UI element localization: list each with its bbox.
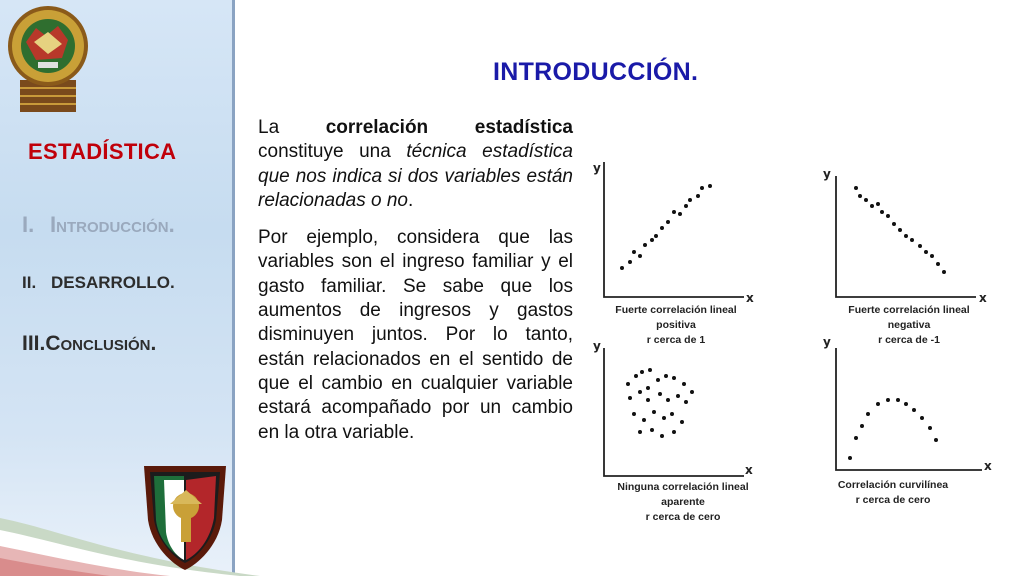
scatter-point-panel-3 xyxy=(650,428,654,432)
scatter-point-panel-2 xyxy=(892,222,896,226)
scatter-point-panel-2 xyxy=(876,202,880,206)
page-title: INTRODUCCIÓN. xyxy=(493,58,699,86)
scatter-point-panel-1 xyxy=(643,243,647,247)
scatter-point-panel-3 xyxy=(666,398,670,402)
panel-1-x-label: x xyxy=(746,291,754,305)
scatter-point-panel-1 xyxy=(660,226,664,230)
scatter-point-panel-3 xyxy=(672,430,676,434)
scatter-point-panel-2 xyxy=(864,198,868,202)
scatter-point-panel-3 xyxy=(682,382,686,386)
panel-3-x-label: x xyxy=(745,463,753,477)
scatter-point-panel-2 xyxy=(910,238,914,242)
scatter-point-panel-3 xyxy=(672,376,676,380)
scatter-point-panel-4 xyxy=(928,426,932,430)
scatter-point-panel-4 xyxy=(934,438,938,442)
scatter-point-panel-1 xyxy=(672,210,676,214)
scatter-point-panel-2 xyxy=(936,262,940,266)
scatter-point-panel-4 xyxy=(896,398,900,402)
scatter-point-panel-2 xyxy=(886,214,890,218)
scatter-point-panel-4 xyxy=(854,436,858,440)
caption-line: r cerca de cero xyxy=(855,494,931,506)
panel-4-axes xyxy=(836,348,982,470)
scatter-point-panel-1 xyxy=(638,254,642,258)
scatter-point-panel-3 xyxy=(670,412,674,416)
scatter-point-panel-2 xyxy=(854,186,858,190)
italic-text: técnica estadística que nos indica si dos variables están relacionadas o no xyxy=(258,141,573,211)
panel-3-y-label: y xyxy=(593,339,601,353)
panel-1-y-label: y xyxy=(593,161,601,175)
scatter-point-panel-2 xyxy=(880,210,884,214)
scatter-point-panel-2 xyxy=(930,254,934,258)
nav-item-number: II. xyxy=(22,273,37,292)
scatter-point-panel-3 xyxy=(638,430,642,434)
scatter-point-panel-2 xyxy=(898,228,902,232)
caption-line: r cerca de 1 xyxy=(646,334,706,346)
scatter-point-panel-4 xyxy=(920,416,924,420)
scatter-point-panel-3 xyxy=(626,382,630,386)
scatter-point-panel-3 xyxy=(642,418,646,422)
scatter-point-panel-2 xyxy=(942,270,946,274)
scatter-point-panel-2 xyxy=(870,204,874,208)
panel-3-caption xyxy=(596,480,770,525)
scatter-point-panel-3 xyxy=(640,370,644,374)
panel-4-x-label: x xyxy=(984,459,992,473)
caption-line: r cerca de -1 xyxy=(878,334,940,346)
panel-1-axes xyxy=(604,162,744,297)
scatter-point-panel-4 xyxy=(886,398,890,402)
panel-3-axes xyxy=(604,348,744,476)
scatter-point-panel-3 xyxy=(690,390,694,394)
caption-line: Fuerte correlación lineal negativa xyxy=(848,304,970,331)
caption-line: Ninguna correlación lineal aparente xyxy=(617,481,749,508)
panel-4-caption xyxy=(826,478,960,508)
panel-2-y-label: y xyxy=(823,167,831,181)
nav-item-label: Introducción. xyxy=(50,212,175,237)
caption-line: Fuerte correlación lineal positiva xyxy=(615,304,737,331)
text-run: . xyxy=(408,189,414,211)
scatter-point-panel-1 xyxy=(700,186,704,190)
scatter-point-panel-3 xyxy=(684,400,688,404)
scatter-point-panel-3 xyxy=(656,378,660,382)
scatter-point-panel-3 xyxy=(646,398,650,402)
scatter-point-panel-3 xyxy=(634,374,638,378)
scatter-point-panel-3 xyxy=(638,390,642,394)
scatter-point-panel-3 xyxy=(652,410,656,414)
panel-2-caption xyxy=(826,303,992,348)
scatter-point-panel-1 xyxy=(678,212,682,216)
subject-title: ESTADÍSTICA xyxy=(28,139,177,164)
scatter-point-panel-2 xyxy=(904,234,908,238)
nav-item-number: I. xyxy=(22,212,35,237)
scatter-point-panel-2 xyxy=(918,244,922,248)
scatter-point-panel-3 xyxy=(680,420,684,424)
panel-4-y-label: y xyxy=(823,335,831,349)
scatter-point-panel-3 xyxy=(628,396,632,400)
scatter-point-panel-2 xyxy=(924,250,928,254)
scatter-point-panel-1 xyxy=(666,220,670,224)
scatter-point-panel-3 xyxy=(676,394,680,398)
caption-line: Correlación curvilínea xyxy=(837,479,949,491)
scatter-point-panel-3 xyxy=(648,368,652,372)
scatter-point-panel-3 xyxy=(658,392,662,396)
scatter-point-panel-3 xyxy=(632,412,636,416)
scatter-point-panel-2 xyxy=(858,194,862,198)
panel-2-x-label: x xyxy=(979,291,987,305)
scatter-point-panel-1 xyxy=(620,266,624,270)
nav-item-number: III. xyxy=(22,332,46,355)
caption-line: r cerca de cero xyxy=(645,511,721,523)
nav-item-label: Conclusión. xyxy=(45,332,157,355)
scatter-point-panel-1 xyxy=(688,198,692,202)
nav-item-label: DESARROLLO. xyxy=(51,273,175,292)
scatter-point-panel-3 xyxy=(646,386,650,390)
scatter-point-panel-4 xyxy=(866,412,870,416)
scatter-point-panel-3 xyxy=(662,416,666,420)
scatter-point-panel-4 xyxy=(912,408,916,412)
scatter-point-panel-4 xyxy=(848,456,852,460)
scatter-point-panel-1 xyxy=(684,204,688,208)
scatter-point-panel-4 xyxy=(904,402,908,406)
scatter-point-panel-4 xyxy=(860,424,864,428)
scatter-point-panel-1 xyxy=(632,250,636,254)
highlighted-term: correlación estadística xyxy=(325,117,573,138)
text-run: La xyxy=(258,117,326,138)
paragraph-example: Por ejemplo, considera que las variables son el ingreso familiar y el gasto familiar. Se sabe que los aumentos de ingresos y gastos disminuyen juntos. Por lo tanto, están relacionados en el sentido de que el cambio en cualquier variable estará acompañado por un cambio en la otra variable. xyxy=(258,227,573,443)
scatter-point-panel-1 xyxy=(650,238,654,242)
scatter-point-panel-1 xyxy=(696,194,700,198)
scatter-point-panel-3 xyxy=(664,374,668,378)
scatter-point-panel-1 xyxy=(654,234,658,238)
scatter-point-panel-1 xyxy=(708,184,712,188)
scatter-point-panel-4 xyxy=(876,402,880,406)
scatter-point-panel-1 xyxy=(628,260,632,264)
scatter-point-panel-3 xyxy=(660,434,664,438)
text-run: constituye una xyxy=(258,141,407,163)
panel-1-caption xyxy=(596,303,756,348)
